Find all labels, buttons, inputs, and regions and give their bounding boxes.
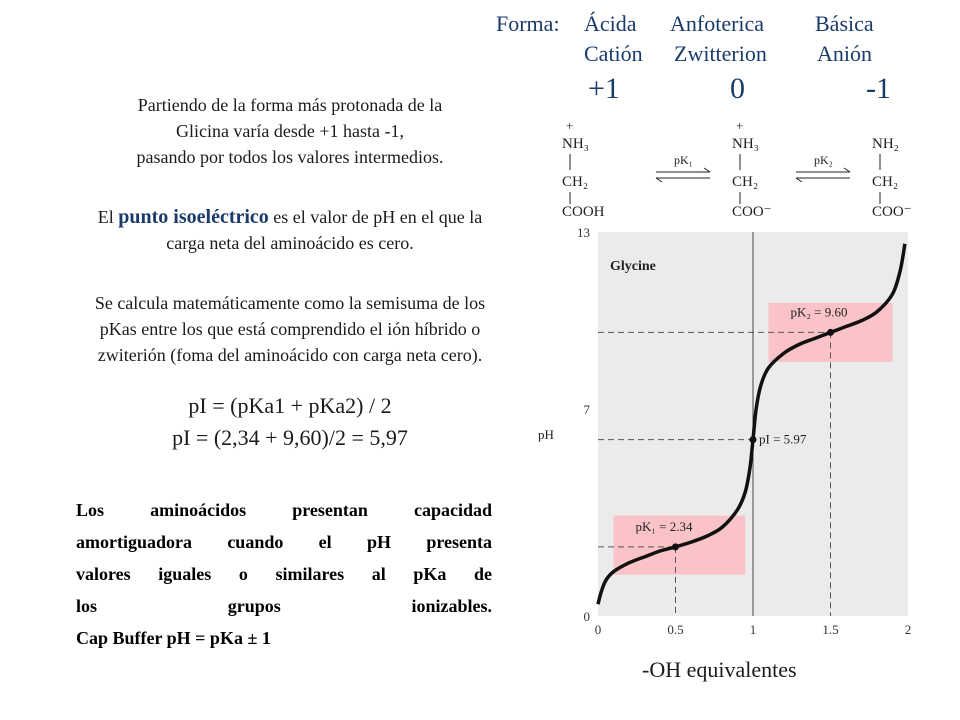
buffer-line-1: Los aminoácidos presentan capacidad [76, 500, 492, 520]
structure-2-ch2: CH₂ [732, 174, 759, 190]
y-axis-label: pH [538, 427, 554, 443]
pi-line-1: El punto isoeléctrico es el valor de pH en el que la [97, 206, 483, 228]
plus-sign-2: + [736, 118, 744, 133]
formula-glycine: pI = (2,34 + 9,60)/2 = 5,97 [172, 425, 408, 450]
form-acid: Ácida [584, 11, 637, 36]
charge-negative: -1 [866, 72, 891, 105]
equilibrium-arrow-1 [656, 168, 710, 182]
buffer-paragraph [76, 494, 492, 654]
intro-line-3: pasando por todos los valores intermedios. [136, 147, 444, 167]
pk1-arrow-label: pK₁ [674, 153, 693, 167]
y-tick-1: 0 [583, 609, 590, 624]
charge-zero: 0 [730, 72, 745, 105]
structure-1-ch2: CH₂ [562, 174, 589, 190]
structure-1-nh3: NH₃ [562, 136, 589, 152]
y-tick-2: 7 [583, 402, 590, 418]
buffer-line-4: los grupos ionizables. [76, 596, 492, 616]
buffer-line-3: valores iguales o similares al pKa de [76, 564, 492, 584]
structure-3-nh2: NH₂ [872, 136, 899, 152]
titration-chart [530, 226, 950, 646]
pk2-arrow-label: pK₂ [814, 153, 833, 167]
x-tick-1: 0 [594, 622, 602, 637]
calc-paragraph [20, 290, 560, 368]
charge-positive: +1 [588, 72, 620, 105]
x-tick-2: 0.5 [667, 622, 684, 637]
calc-line-3: zwiterión (foma del aminoácido con carga neta cero). [97, 345, 483, 365]
structure-3-coo: COO⁻ [872, 204, 912, 220]
buffer-line-5: Cap Buffer pH = pKa ± 1 [76, 628, 271, 648]
structure-3-ch2: CH₂ [872, 174, 899, 190]
x-tick-4: 1.5 [822, 622, 839, 637]
equilibrium-arrow-2 [796, 168, 850, 182]
point-1 [672, 543, 679, 550]
chart-title: Glycine [610, 259, 656, 274]
form-zwitterion: Zwitterion [674, 41, 767, 66]
point-3 [827, 329, 834, 336]
structure-2-nh3: NH₃ [732, 136, 759, 152]
intro-line-2: Glicina varía desde +1 hasta -1, [175, 121, 405, 141]
pi-line-2: carga neta del aminoácido es cero. [166, 233, 414, 253]
x-axis-units: -OH equivalentes [642, 657, 797, 682]
buffer-line-2: amortiguadora cuando el pH presenta [76, 532, 492, 552]
pi-term: punto isoeléctrico [118, 206, 269, 228]
calc-line-1: Se calcula matemáticamente como la semisuma de los [94, 293, 486, 313]
x-tick-3: 1 [749, 622, 757, 637]
point-label-1: pK₁ = 2.34 [635, 518, 693, 534]
calc-line-2: pKas entre los que está comprendido el ión híbrido o [99, 319, 481, 339]
x-tick-5: 2 [904, 622, 912, 637]
formula-general: pI = (pKa1 + pKa2) / 2 [188, 393, 392, 418]
structure-1-cooh: COOH [562, 204, 605, 220]
intro-paragraph [40, 92, 540, 170]
structure-2-coo: COO⁻ [732, 204, 772, 220]
formula-block [60, 390, 520, 454]
plus-sign-1: + [566, 118, 574, 133]
pi-paragraph [20, 204, 560, 256]
y-tick-3: 13 [577, 226, 590, 240]
form-cation: Catión [584, 41, 643, 66]
form-anion: Anión [817, 41, 872, 66]
point-label-3: pK₂ = 9.60 [790, 304, 848, 320]
form-basic: Básica [815, 11, 874, 36]
forms-label: Forma: [496, 11, 560, 36]
form-amphoteric: Anfoterica [670, 11, 765, 36]
glycine-structures [560, 118, 940, 222]
point-label-2: pI = 5.97 [759, 431, 807, 447]
point-2 [750, 436, 757, 443]
intro-line-1: Partiendo de la forma más protonada de la [137, 95, 443, 115]
